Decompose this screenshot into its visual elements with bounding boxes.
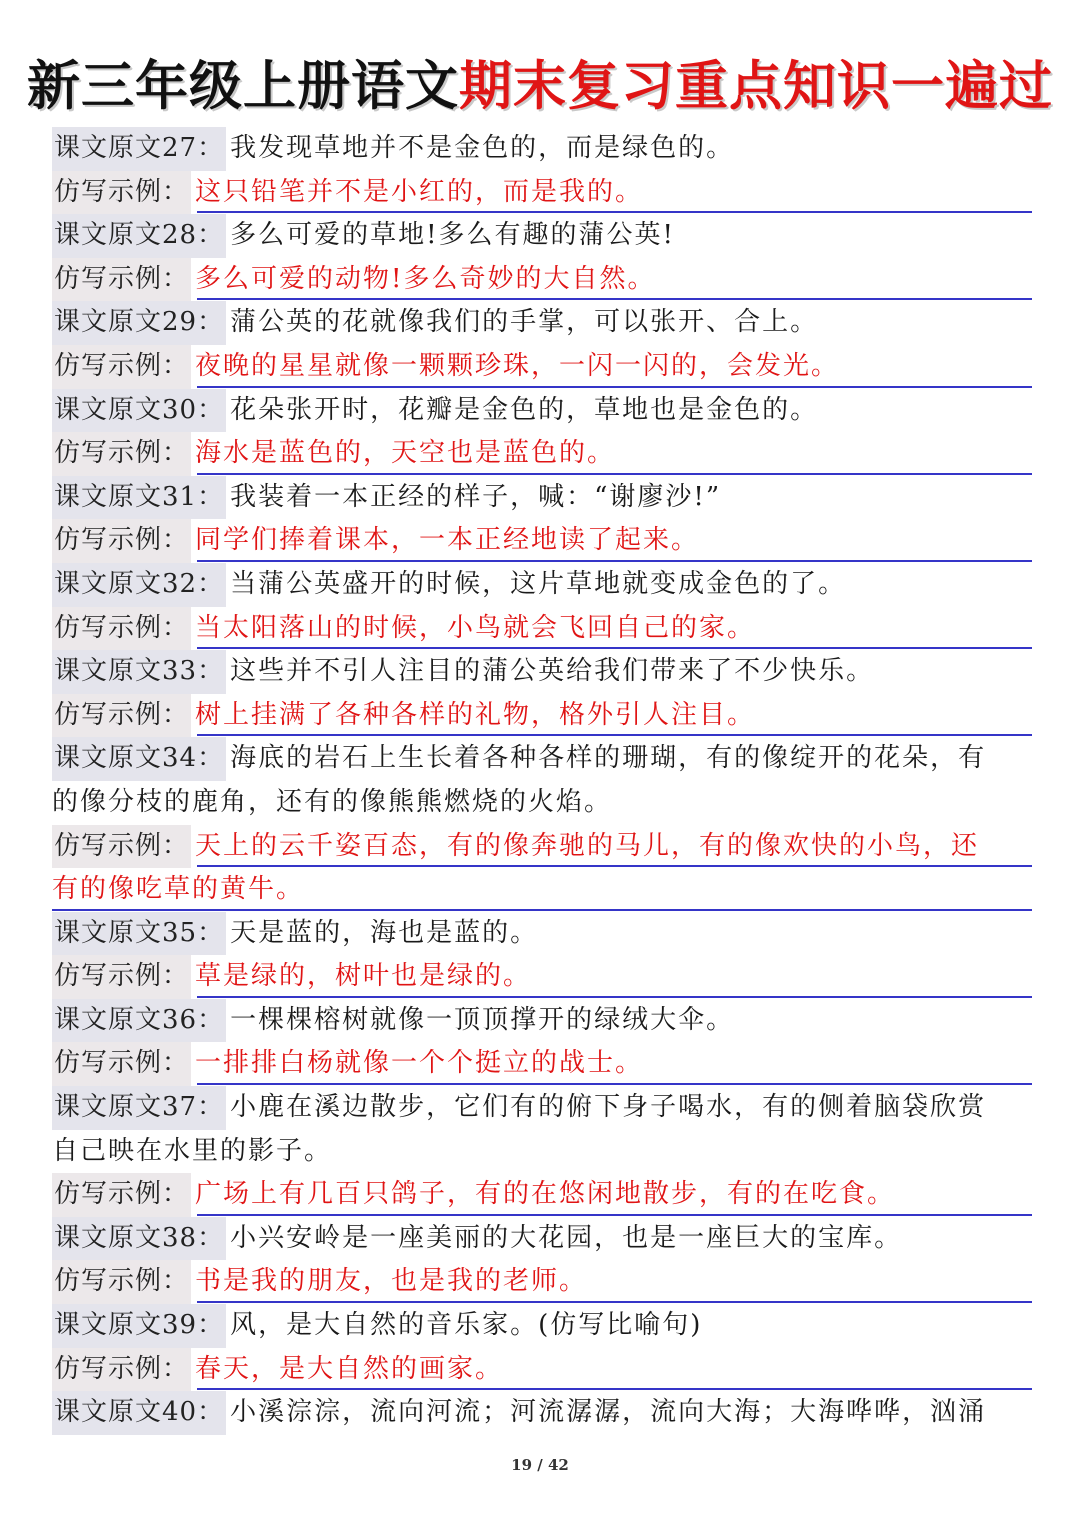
example-line bbox=[52, 607, 1032, 651]
original-text: 蒲公英的花就像我们的手掌，可以张开、合上。 bbox=[230, 307, 819, 338]
original-label bbox=[52, 1304, 226, 1348]
exercise-entry bbox=[52, 1304, 1032, 1391]
example-underline bbox=[197, 386, 1032, 388]
original-text: 我装着一本正经的样子，喊：“谢廖沙!” bbox=[230, 481, 722, 512]
example-line bbox=[52, 1042, 1032, 1086]
example-underline bbox=[197, 1388, 1032, 1390]
example-text: 同学们捧着课本，一本正经地读了起来。 bbox=[195, 525, 700, 556]
example-label: 仿写示例： bbox=[52, 1042, 191, 1086]
original-label-number: 32： bbox=[162, 568, 225, 599]
example-text: 海水是蓝色的，天空也是蓝色的。 bbox=[195, 438, 616, 469]
example-text: 夜晚的星星就像一颗颗珍珠，一闪一闪的，会发光。 bbox=[195, 350, 840, 381]
original-label-prefix: 课文原文 bbox=[54, 307, 163, 338]
example-line bbox=[52, 171, 1032, 215]
exercise-entry bbox=[52, 999, 1032, 1086]
original-label-number: 34： bbox=[162, 743, 225, 774]
example-underline bbox=[197, 1301, 1032, 1303]
original-label-number: 33： bbox=[162, 656, 225, 687]
example-line-continued bbox=[52, 868, 1032, 912]
example-line bbox=[52, 825, 1032, 869]
example-underline bbox=[197, 298, 1032, 300]
original-text: 当蒲公英盛开的时候，这片草地就变成金色的了。 bbox=[230, 568, 847, 599]
original-label-number: 31： bbox=[162, 481, 225, 512]
example-underline bbox=[197, 647, 1032, 649]
original-line bbox=[52, 1304, 1032, 1348]
original-label bbox=[52, 389, 226, 433]
original-label-prefix: 课文原文 bbox=[54, 481, 163, 512]
example-line bbox=[52, 258, 1032, 302]
exercise-entry bbox=[52, 1086, 1032, 1217]
example-line bbox=[52, 432, 1032, 476]
example-line bbox=[52, 694, 1032, 738]
original-label-number: 38： bbox=[162, 1222, 225, 1253]
original-line bbox=[52, 737, 1032, 781]
original-label-number: 36： bbox=[162, 1004, 225, 1035]
original-label bbox=[52, 476, 226, 520]
example-line bbox=[52, 1348, 1032, 1392]
original-label-number: 28： bbox=[162, 220, 225, 251]
example-text: 当太阳落山的时候，小鸟就会飞回自己的家。 bbox=[195, 612, 756, 643]
example-line bbox=[52, 345, 1032, 389]
example-label: 仿写示例： bbox=[52, 345, 191, 389]
original-label-prefix: 课文原文 bbox=[54, 743, 163, 774]
example-label: 仿写示例： bbox=[52, 825, 191, 869]
example-text: 天上的云千姿百态，有的像奔驰的马儿，有的像欢快的小鸟，还 bbox=[195, 830, 980, 861]
exercise-entry bbox=[52, 214, 1032, 301]
original-text: 小溪淙淙，流向河流；河流潺潺，流向大海；大海哗哗，汹涌 bbox=[230, 1397, 987, 1428]
original-text: 的像分枝的鹿角，还有的像熊熊燃烧的火焰。 bbox=[52, 786, 613, 817]
original-text: 小兴安岭是一座美丽的大花园，也是一座巨大的宝库。 bbox=[230, 1222, 903, 1253]
example-line bbox=[52, 519, 1032, 563]
example-label: 仿写示例： bbox=[52, 1260, 191, 1304]
example-label: 仿写示例： bbox=[52, 519, 191, 563]
original-line bbox=[52, 1217, 1032, 1261]
original-label-prefix: 课文原文 bbox=[54, 1092, 163, 1123]
example-label: 仿写示例： bbox=[52, 955, 191, 999]
original-text: 花朵张开时，花瓣是金色的，草地也是金色的。 bbox=[230, 394, 819, 425]
original-text: 这些并不引人注目的蒲公英给我们带来了不少快乐。 bbox=[230, 656, 875, 687]
exercise-entry bbox=[52, 301, 1032, 388]
example-underline bbox=[197, 1214, 1032, 1216]
example-label: 仿写示例： bbox=[52, 171, 191, 215]
example-underline bbox=[52, 909, 1032, 911]
original-label bbox=[52, 563, 226, 607]
example-underline bbox=[197, 996, 1032, 998]
example-label: 仿写示例： bbox=[52, 1348, 191, 1392]
original-line-continued bbox=[52, 781, 1032, 825]
original-label-prefix: 课文原文 bbox=[54, 394, 163, 425]
original-label bbox=[52, 127, 226, 171]
original-text: 多么可爱的草地!多么有趣的蒲公英! bbox=[230, 220, 676, 251]
original-line bbox=[52, 127, 1032, 171]
example-line bbox=[52, 1260, 1032, 1304]
exercise-entry bbox=[52, 912, 1032, 999]
original-label bbox=[52, 1086, 226, 1130]
original-text: 小鹿在溪边散步，它们有的俯下身子喝水，有的侧着脑袋欣赏 bbox=[230, 1092, 987, 1123]
example-label: 仿写示例： bbox=[52, 607, 191, 651]
example-underline bbox=[197, 473, 1032, 475]
original-text: 一棵棵榕树就像一顶顶撑开的绿绒大伞。 bbox=[230, 1004, 735, 1035]
exercise-entry bbox=[52, 563, 1032, 650]
original-label bbox=[52, 912, 226, 956]
exercise-entry bbox=[52, 737, 1032, 911]
original-label-number: 40： bbox=[162, 1397, 225, 1428]
original-label-number: 27： bbox=[162, 133, 225, 163]
original-line bbox=[52, 650, 1032, 694]
original-label bbox=[52, 737, 226, 781]
original-label bbox=[52, 301, 226, 345]
exercise-entry bbox=[52, 476, 1032, 563]
page-title bbox=[0, 52, 1080, 122]
example-text: 书是我的朋友，也是我的老师。 bbox=[195, 1266, 588, 1297]
original-label-prefix: 课文原文 bbox=[54, 917, 163, 948]
original-label bbox=[52, 1217, 226, 1261]
original-label-number: 35： bbox=[162, 917, 225, 948]
original-label bbox=[52, 1391, 226, 1435]
title-part-red: 期末复习重点知识一遍过 bbox=[459, 56, 1053, 117]
example-label: 仿写示例： bbox=[52, 1173, 191, 1217]
example-underline bbox=[197, 734, 1032, 736]
example-label: 仿写示例： bbox=[52, 694, 191, 738]
original-label-prefix: 课文原文 bbox=[54, 133, 163, 163]
original-line bbox=[52, 214, 1032, 258]
example-text: 广场上有几百只鸽子，有的在悠闲地散步，有的在吃食。 bbox=[195, 1179, 896, 1210]
example-line bbox=[52, 1173, 1032, 1217]
original-line bbox=[52, 1391, 1032, 1435]
original-label-prefix: 课文原文 bbox=[54, 568, 163, 599]
example-underline bbox=[197, 865, 1032, 867]
original-line bbox=[52, 912, 1032, 956]
exercise-entry bbox=[52, 389, 1032, 476]
original-label-prefix: 课文原文 bbox=[54, 220, 163, 251]
example-label: 仿写示例： bbox=[52, 258, 191, 302]
original-label-prefix: 课文原文 bbox=[54, 1004, 163, 1035]
example-text: 多么可爱的动物!多么奇妙的大自然。 bbox=[195, 263, 656, 294]
example-text: 树上挂满了各种各样的礼物，格外引人注目。 bbox=[195, 699, 756, 730]
original-line bbox=[52, 389, 1032, 433]
original-text: 风，是大自然的音乐家。(仿写比喻句) bbox=[230, 1310, 703, 1341]
example-text: 一排排白杨就像一个个挺立的战士。 bbox=[195, 1048, 644, 1079]
original-text: 我发现草地并不是金色的，而是绿色的。 bbox=[230, 133, 735, 163]
original-text: 自己映在水里的影子。 bbox=[52, 1135, 333, 1166]
exercise-list bbox=[52, 127, 1032, 1435]
exercise-entry bbox=[52, 127, 1032, 214]
exercise-entry bbox=[52, 1391, 1032, 1435]
original-line bbox=[52, 476, 1032, 520]
original-line bbox=[52, 1086, 1032, 1130]
original-line bbox=[52, 999, 1032, 1043]
original-label-number: 39： bbox=[162, 1310, 225, 1341]
page-number: 19 / 42 bbox=[511, 1456, 569, 1474]
original-label bbox=[52, 214, 226, 258]
original-text: 海底的岩石上生长着各种各样的珊瑚，有的像绽开的花朵，有 bbox=[230, 743, 987, 774]
example-label: 仿写示例： bbox=[52, 432, 191, 476]
example-text: 有的像吃草的黄牛。 bbox=[52, 874, 305, 905]
original-label-prefix: 课文原文 bbox=[54, 1397, 163, 1428]
original-label-prefix: 课文原文 bbox=[54, 656, 163, 687]
original-line bbox=[52, 301, 1032, 345]
example-text: 草是绿的，树叶也是绿的。 bbox=[195, 961, 532, 992]
exercise-entry bbox=[52, 1217, 1032, 1304]
original-text: 天是蓝的，海也是蓝的。 bbox=[230, 917, 539, 948]
original-label bbox=[52, 650, 226, 694]
original-label-number: 30： bbox=[162, 394, 225, 425]
original-line-continued bbox=[52, 1130, 1032, 1174]
original-label-prefix: 课文原文 bbox=[54, 1310, 163, 1341]
example-text: 春天，是大自然的画家。 bbox=[195, 1353, 504, 1384]
original-label bbox=[52, 999, 226, 1043]
example-text: 这只铅笔并不是小红的，而是我的。 bbox=[195, 176, 644, 207]
example-underline bbox=[197, 1083, 1032, 1085]
original-label-number: 29： bbox=[162, 307, 225, 338]
example-line bbox=[52, 955, 1032, 999]
original-label-number: 37： bbox=[162, 1092, 225, 1123]
original-label-prefix: 课文原文 bbox=[54, 1222, 163, 1253]
example-underline bbox=[197, 211, 1032, 213]
original-line bbox=[52, 563, 1032, 607]
title-part-black: 新三年级上册语文 bbox=[27, 56, 459, 117]
example-underline bbox=[197, 560, 1032, 562]
exercise-entry bbox=[52, 650, 1032, 737]
